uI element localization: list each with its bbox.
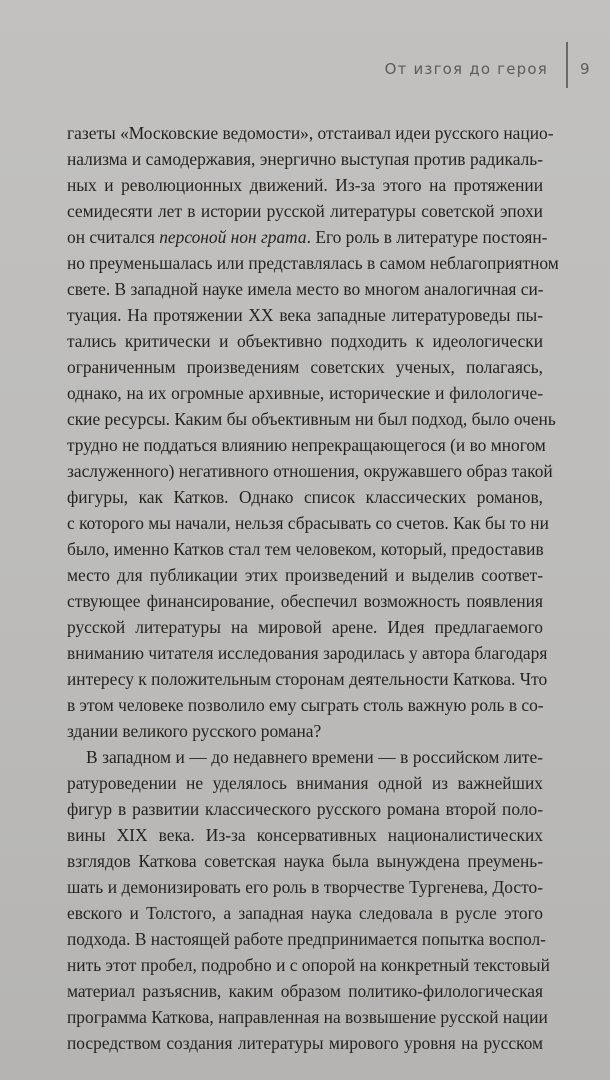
text-line: фигуры, как Катков. Однако список классических романов, xyxy=(67,487,543,507)
text-line: свете. В западной науке имела место во многом аналогичная си- xyxy=(67,279,544,299)
text-line: взглядов Каткова советская наука была вынуждена преумень- xyxy=(67,851,543,871)
text-line: подхода. В настоящей работе предпринимается попытка воспол- xyxy=(67,929,546,949)
text-span: . Его роль в литературе постоян- xyxy=(306,227,548,247)
text-line: посредством создания литературы мирового уровня на русском xyxy=(67,1033,543,1053)
text-line: тались критически и объективно подходить к идеологически xyxy=(67,331,543,351)
text-span: он считался xyxy=(67,227,155,247)
page-number: 9 xyxy=(580,60,590,78)
text-line xyxy=(67,225,548,249)
text-line: ствующее финансирование, обеспечил возможность появления xyxy=(67,591,543,611)
text-line: здании великого русского романа? xyxy=(67,721,322,741)
header-divider xyxy=(566,42,568,88)
text-line: но преуменьшалась или представлялась в самом неблагоприятном xyxy=(67,253,559,273)
text-line: ские ресурсы. Каким бы объективным ни был подход, было очень xyxy=(67,409,556,429)
text-line: нализма и самодержавия, энергично выступая против радикаль- xyxy=(67,149,543,169)
text-line: заслуженного) негативного отношения, окружавшего образ такой xyxy=(67,461,553,481)
text-line: шать и демонизировать его роль в творчестве Тургенева, Досто- xyxy=(67,877,543,897)
text-line: вины XIX века. Из-за консервативных националистических xyxy=(67,825,543,845)
text-line: газеты «Московские ведомости», отстаивал идеи русского нацио- xyxy=(67,123,554,143)
text-line: ограниченным произведениям советских ученых, полагаясь, xyxy=(67,357,543,377)
text-line: В западном и — до недавнего времени — в российском лите- xyxy=(86,747,543,767)
text-line: трудно не поддаться влиянию непрекращающегося (и во многом xyxy=(67,435,546,455)
text-line: вниманию читателя исследования зародилась у автора благодаря xyxy=(67,643,548,663)
text-line: фигур в развитии классического русского романа второй поло- xyxy=(67,799,543,819)
text-line: нить этот пробел, подробно и с опорой на конкретный текстовый xyxy=(67,955,550,975)
running-title: От изгоя до героя xyxy=(384,60,548,78)
text-line: однако, на их огромные архивные, исторические и филологиче- xyxy=(67,383,543,403)
text-line: туация. На протяжении XX века западные литературоведы пы- xyxy=(67,305,543,325)
text-line: с которого мы начали, нельзя сбрасывать со счетов. Как бы то ни xyxy=(67,513,549,533)
text-line: место для публикации этих произведений и выделив соответ- xyxy=(67,565,543,585)
text-line: программа Каткова, направленная на возвышение русской нации xyxy=(67,1007,548,1027)
text-line: семидесяти лет в истории русской литературы советской эпохи xyxy=(67,201,543,221)
text-line: ратуроведении не уделялось внимания одной из важнейших xyxy=(67,773,543,793)
text-line: было, именно Катков стал тем человеком, который, предоставив xyxy=(67,539,544,559)
text-line: в этом человеке позволило ему сыграть столь важную роль в со- xyxy=(67,695,544,715)
italic-phrase: персоной нон грата xyxy=(159,227,307,247)
text-line: евского и Толстого, а западная наука следовала в русле этого xyxy=(67,903,543,923)
text-line: интересу к положительным сторонам деятельности Каткова. Что xyxy=(67,669,548,689)
text-line: русской литературы на мировой арене. Идея предлагаемого xyxy=(67,617,543,637)
text-line: материал разъяснив, каким образом политико-филологическая xyxy=(67,981,543,1001)
text-line: ных и революционных движений. Из-за этого на протяжении xyxy=(67,175,543,195)
